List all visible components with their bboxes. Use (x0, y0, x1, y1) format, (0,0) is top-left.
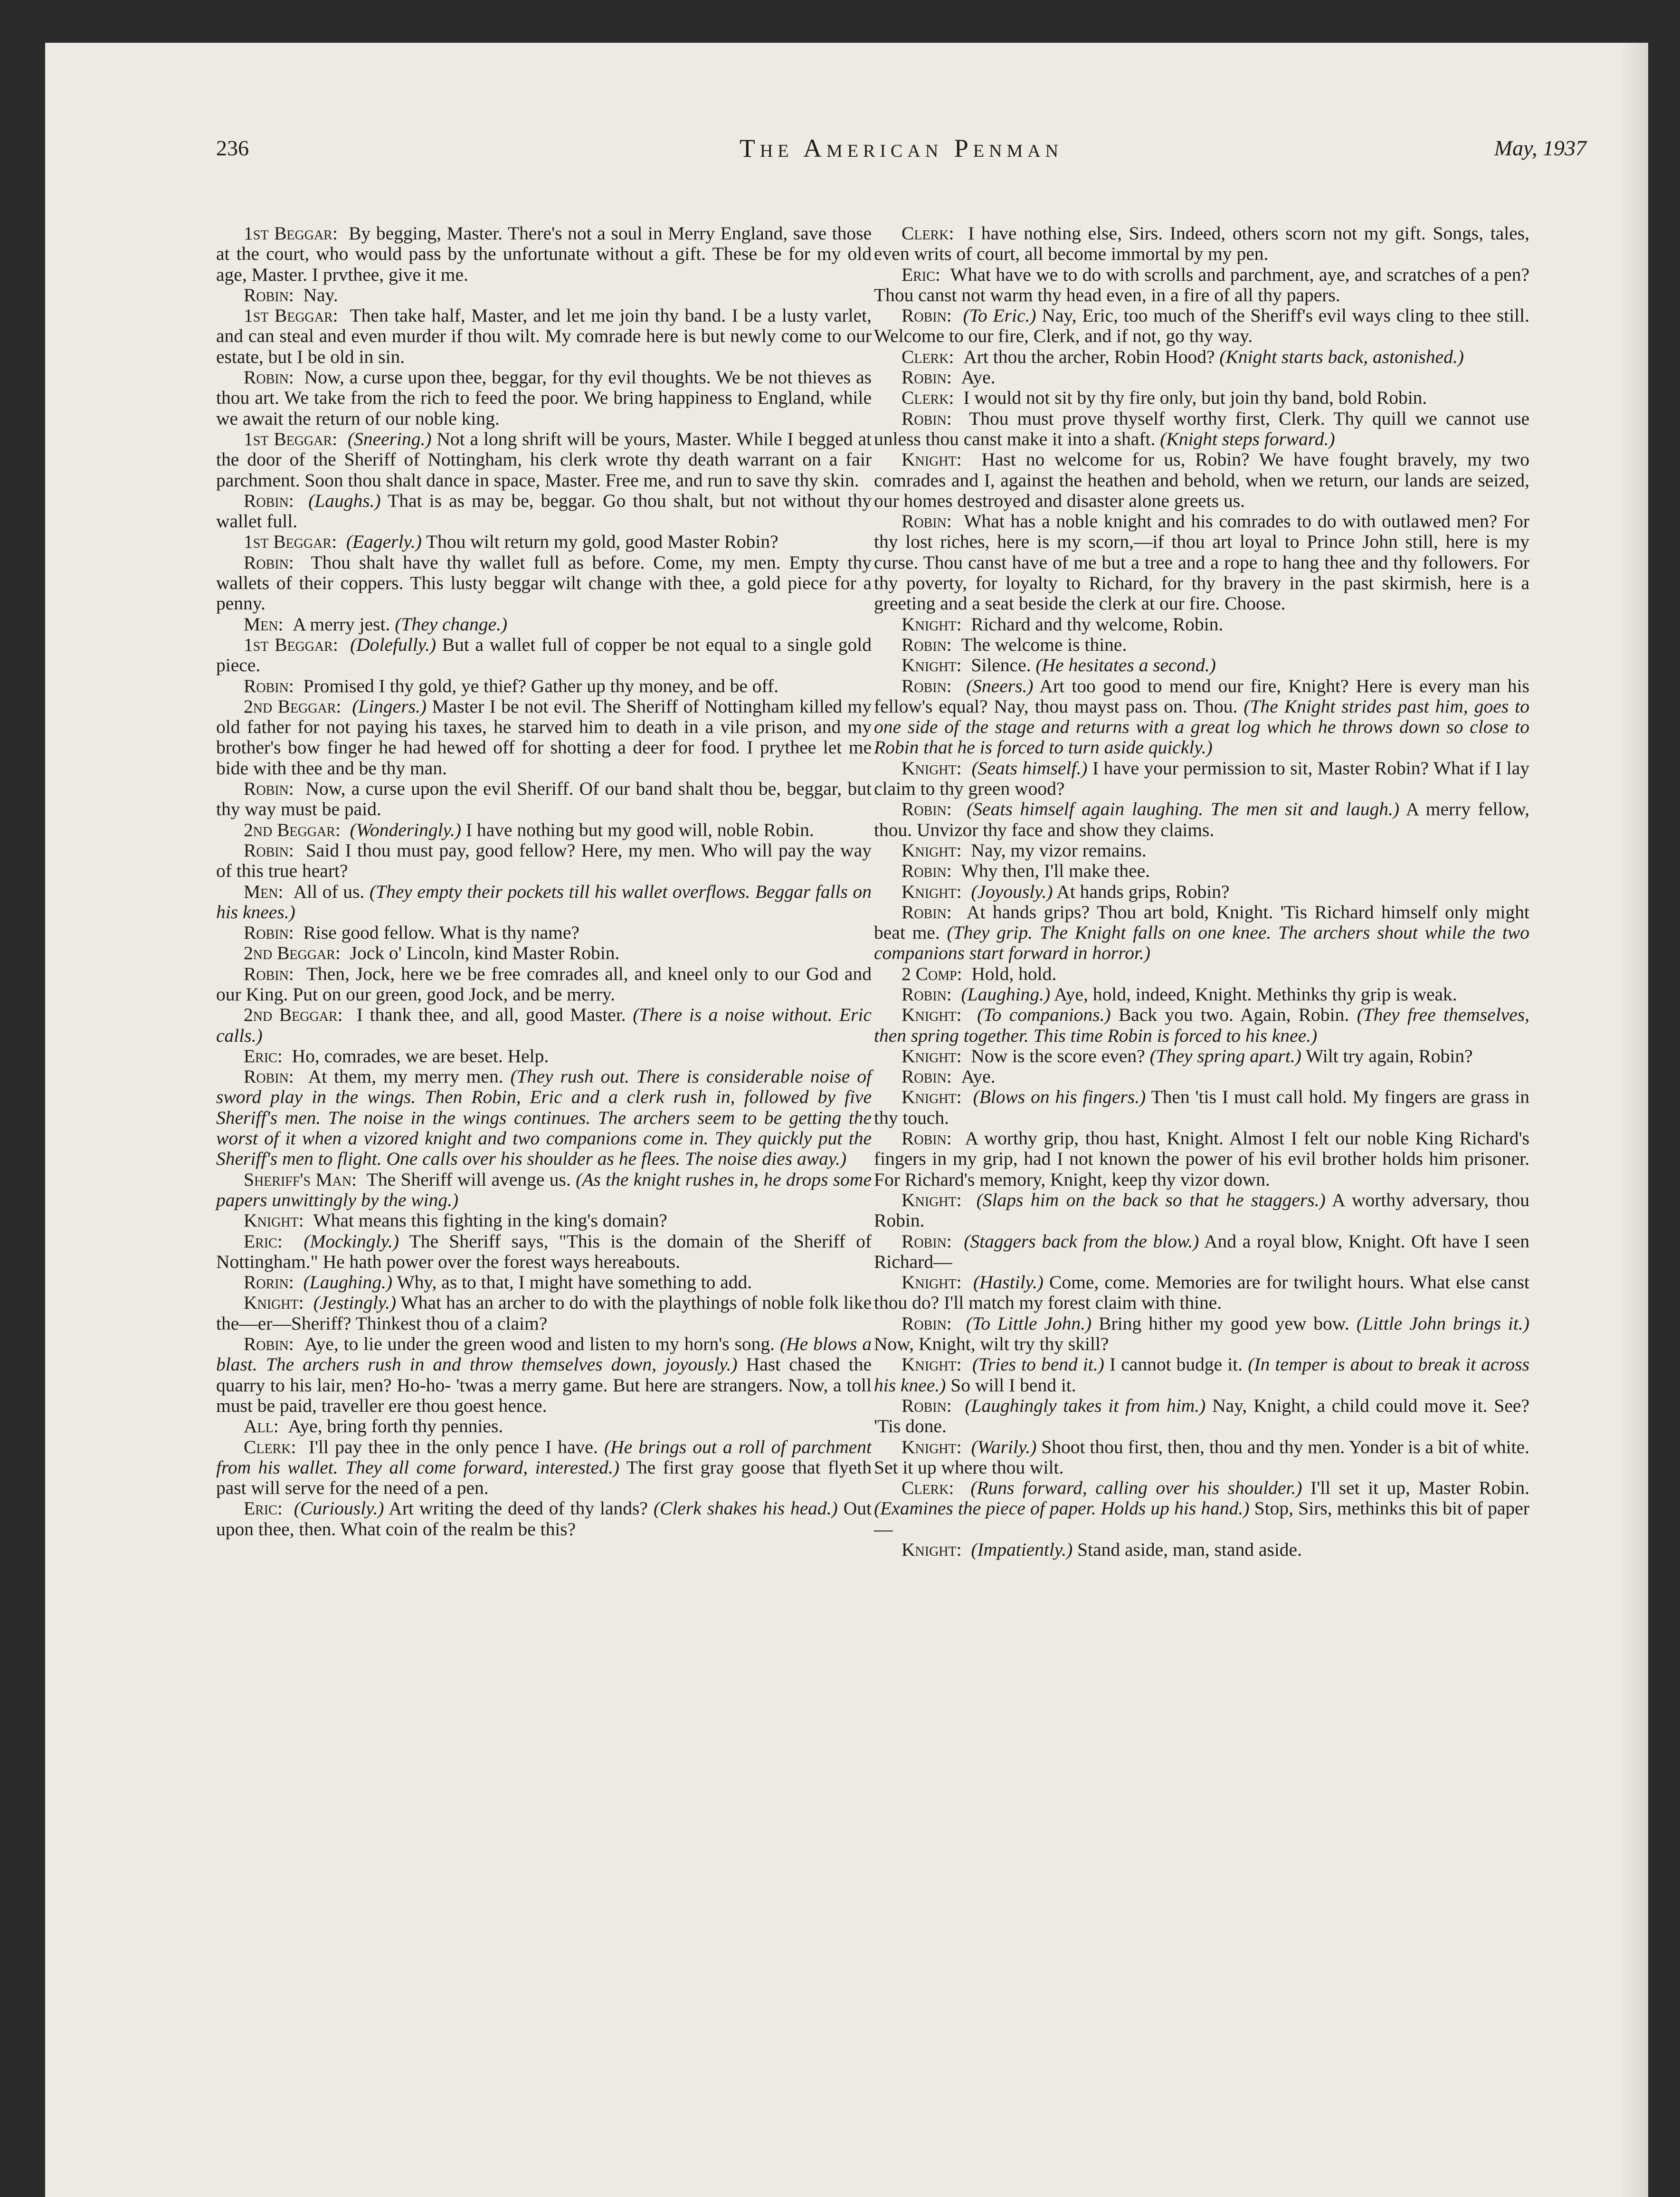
stage-direction: (Wonderingly.) (350, 819, 462, 840)
dialogue-text: What has an archer to do with the playthings of noble folk like the—er—Sheriff? Thinkest thou of a claim? (216, 1292, 872, 1334)
speaker-name: Knight (902, 839, 957, 861)
speaker-name: Eric (244, 1230, 277, 1252)
dialogue-line: Eric: (Curiously.) Art writing the deed of thy lands? (Clerk shakes his head.) Out upon thee, then. What coin of the realm be this? (216, 1498, 872, 1540)
stage-direction: (Staggers back from the blow.) (964, 1230, 1199, 1252)
dialogue-text: I would not sit by thy fire only, but join thy band, bold Robin. (963, 387, 1427, 409)
stage-direction: (Laughing.) (961, 983, 1051, 1005)
dialogue-text: Rise good fellow. What is thy name? (303, 922, 579, 943)
stage-direction: (They rush out. There is considerable noise of sword play in the wings. Then Robin, Eric and a clerk rush in, followed by five Sheriff's men. The noise in the wings continues. The archers seem to be getting the worst of it when a vizored knight and two companions come in. They quickly put the Sheriff's men to flight. One calls over his shoulder as he flees. The noise dies away.) (216, 1066, 872, 1170)
dialogue-line: 1st Beggar: (Sneering.) Not a long shrift will be yours, Master. While I begged at the door of the Sheriff of Nottingham, his clerk wrote thy death warrant on a fair parchment. Soon thou shalt dance in space, Master. Free me, and run to save thy skin. (216, 428, 872, 491)
speaker-name: Men (244, 613, 278, 635)
dialogue-line: Knight: Now is the score even? (They spring apart.) Wilt try again, Robin? (902, 1045, 1473, 1066)
dialogue-line: 2nd Beggar: Jock o' Lincoln, kind Master Robin. (244, 942, 620, 964)
speaker-name: Knight (902, 1189, 957, 1210)
speaker-name: All (244, 1416, 274, 1437)
dialogue-text: I'll set it up, Master Robin. (1310, 1477, 1529, 1499)
speaker-name: Robin (902, 1066, 947, 1087)
speaker-name: Robin (902, 634, 947, 655)
stage-direction: (Examines the piece of paper. Holds up his hand.) (874, 1498, 1250, 1519)
dialogue-text: Jock o' Lincoln, kind Master Robin. (350, 942, 620, 964)
dialogue-line: Robin: (Laughingly takes it from him.) Nay, Knight, a child could move it. See? 'Tis done. (874, 1395, 1529, 1437)
dialogue-text: Master I be not evil. The Sheriff of Nottingham killed my old father for not paying his taxes, he starved him to death in a vile prison, and my brother's bow finger he had hewed off for shotting a deer for food. I prythee let me bide with thee and be thy man. (216, 695, 872, 779)
speaker-name: Eric (902, 264, 935, 285)
dialogue-text: Aye, bring forth thy pennies. (288, 1416, 503, 1437)
stage-direction: (Knight steps forward.) (1160, 428, 1335, 449)
speaker-name: 1st Beggar (244, 531, 332, 552)
dialogue-text: What means this fighting in the king's domain? (313, 1210, 667, 1231)
dialogue-text: Bring hither my good yew bow. (1099, 1312, 1349, 1334)
speaker-name: 2nd Beggar (244, 1004, 338, 1026)
speaker-name: Robin (902, 408, 947, 429)
speaker-name: 2nd Beggar (244, 942, 335, 964)
dialogue-line: 2 Comp: Hold, hold. (902, 963, 1057, 984)
stage-direction: (Knight starts back, astonished.) (1219, 346, 1464, 367)
dialogue-text: Nay, Knight, a child could move it. See? 'Tis done. (874, 1395, 1529, 1437)
stage-direction: (Sneers.) (966, 675, 1034, 696)
dialogue-text: All of us. (293, 881, 365, 902)
issue-date: May, 1937 (1494, 136, 1586, 160)
stage-direction: (Clerk shakes his head.) (653, 1498, 838, 1519)
dialogue-line: 2nd Beggar: (Wonderingly.) I have nothing but my good will, noble Robin. (244, 819, 814, 840)
dialogue-line: Robin: (Staggers back from the blow.) And a royal blow, Knight. Oft have I seen Richard— (874, 1230, 1529, 1272)
dialogue-text: By begging, Master. There's not a soul in Merry England, save those at the court, who would pass by the unfortunate without a gift. These be for my old age, Master. I prvthee, give it me. (216, 223, 872, 285)
speaker-name: 2 Comp (902, 963, 957, 984)
dialogue-text: I cannot budge it. (1110, 1354, 1243, 1375)
dialogue-line: Knight: (Blows on his fingers.) Then 'tis I must call hold. My fingers are grass in thy touch. (874, 1086, 1529, 1128)
dialogue-line: Knight: Hast no welcome for us, Robin? We have fought bravely, my two comrades and I, against the heathen and behold, when we return, our lands are seized, our homes destroyed and disaster alone greets us. (874, 449, 1529, 511)
stage-direction: (There is a noise without. Eric calls.) (216, 1004, 872, 1046)
dialogue-text: Then 'tis I must call hold. My fingers are grass in thy touch. (874, 1086, 1529, 1128)
dialogue-text: The welcome is thine. (961, 634, 1127, 655)
stage-direction: (Slaps him on the back so that he staggers.) (976, 1189, 1326, 1210)
speaker-name: Robin (902, 1312, 947, 1334)
dialogue-line: Robin: Rise good fellow. What is thy name? (244, 922, 579, 943)
dialogue-text: Said I thou must pay, good fellow? Here, my men. Who will pay the way of this true heart? (216, 839, 872, 882)
stage-direction: (As the knight rushes in, he drops some papers unwittingly by the wing.) (216, 1169, 872, 1210)
speaker-name: Robin (902, 675, 947, 696)
dialogue-text: Not a long shrift will be yours, Master. While I begged at the door of the Sheriff of Nottingham, his clerk wrote thy death warrant on a fair parchment. Soon thou shalt dance in space, Master. Free me, and run to save thy skin. (216, 428, 872, 491)
stage-direction: (The Knight strides past him, goes to one side of the stage and returns with a great log which he throws down so close to Robin that he is forced to turn aside quickly.) (874, 695, 1530, 758)
dialogue-text: Nay, Eric, too much of the Sheriff's evil ways cling to thee still. Welcome to our fire, Clerk, and if not, go thy way. (874, 305, 1529, 347)
dialogue-line: Knight: (Impatiently.) Stand aside, man, stand aside. (902, 1539, 1302, 1560)
speaker-name: Knight (902, 1004, 957, 1026)
stage-direction: (They change.) (395, 613, 508, 635)
stage-direction: (They spring apart.) (1149, 1045, 1301, 1066)
speaker-name: Robin (244, 963, 289, 984)
dialogue-line: Sheriff's Man: The Sheriff will avenge us. (As the knight rushes in, he drops some papers unwittingly by the wing.) (216, 1169, 872, 1210)
dialogue-text: The Sheriff will avenge us. (366, 1169, 571, 1190)
dialogue-text: Silence. (971, 655, 1031, 676)
dialogue-text: So will I bend it. (950, 1374, 1076, 1396)
dialogue-line: 1st Beggar: By begging, Master. There's not a soul in Merry England, save those at the court, who would pass by the unfortunate without a gift. These be for my old age, Master. I prvthee, give it me. (216, 223, 872, 285)
running-title: The American Penman (739, 134, 1063, 162)
page-number: 236 (216, 136, 249, 160)
speaker-name: 1st Beggar (244, 428, 332, 449)
stage-direction: (He hesitates a second.) (1035, 655, 1216, 676)
speaker-name: Clerk (902, 346, 949, 367)
stage-direction: (They grip. The Knight falls on one knee. The archers shout while the two companions start forward in horror.) (874, 922, 1530, 964)
dialogue-line: Knight: Silence. (He hesitates a second.) (902, 655, 1216, 676)
speaker-name: Knight (902, 757, 957, 779)
speaker-name: 1st Beggar (244, 305, 333, 326)
stage-direction: (Lingers.) (352, 695, 427, 717)
dialogue-text: Now, a curse upon the evil Sheriff. Of our band shalt thou be, beggar, but thy way must be paid. (216, 778, 872, 820)
stage-direction: (Dolefully.) (350, 634, 437, 655)
speaker-name: Knight (902, 1354, 957, 1375)
dialogue-line: 1st Beggar: Then take half, Master, and let me join thy band. I be a lusty varlet, and can steal and even murder if thou wilt. My comrade here is but newly come to our estate, but I be old in sin. (216, 305, 872, 367)
dialogue-line: Eric: What have we to do with scrolls and parchment, aye, and scratches of a pen? Thou canst not warm thy head even, in a fire of all thy papers. (874, 264, 1529, 305)
dialogue-line: Men: A merry jest. (They change.) (244, 613, 508, 635)
speaker-name: Knight (902, 881, 957, 902)
dialogue-line: 2nd Beggar: I thank thee, and all, good Master. (There is a noise without. Eric calls.) (216, 1004, 872, 1046)
speaker-name: Robin (902, 367, 947, 388)
dialogue-text: A merry jest. (293, 613, 390, 635)
speaker-name: Robin (902, 901, 947, 923)
dialogue-text: But a wallet full of copper be not equal to a single gold piece. (216, 634, 872, 676)
stage-direction: (Warily.) (971, 1436, 1037, 1457)
dialogue-text: I have your permission to sit, Master Robin? What if I lay claim to thy green wood? (874, 757, 1530, 799)
dialogue-text: I have nothing else, Sirs. Indeed, others scorn not my gift. Songs, tales, even writs of court, all become immortal by my pen. (874, 223, 1529, 265)
stage-direction: (He brings out a roll of parchment from his wallet. They all come forward, interested.) (216, 1436, 872, 1478)
dialogue-text: Then, Jock, here we be free comrades all, and kneel only to our God and our King. Put on our green, good Jock, and be merry. (216, 963, 872, 1005)
dialogue-line: Robin: Thou must prove thyself worthy first, Clerk. Thy quill we cannot use unless thou canst make it into a shaft. (Knight steps forward.) (874, 408, 1529, 449)
speaker-name: Eric (244, 1498, 277, 1519)
dialogue-text: Nay, my vizor remains. (971, 839, 1147, 861)
speaker-name: 1st Beggar (244, 223, 332, 244)
dialogue-text: A worthy adversary, thou Robin. (874, 1189, 1529, 1231)
speaker-name: Rorin (244, 1272, 289, 1293)
speaker-name: Knight (902, 449, 957, 470)
dialogue-line: Robin: What has a noble knight and his comrades to do with outlawed men? For thy lost riches, here is my scorn,—if thou art loyal to Prince John still, here is my curse. Thou canst have of me but a tree and a rope to hang thee and thy followers. For thy poverty, for loyalty to Richard, for thy bravery in the past skirmish, here is a greeting and a seat beside the clerk at our fire. Choose. (874, 511, 1529, 614)
stage-direction: (Laughs.) (308, 490, 381, 511)
dialogue-text: What has a noble knight and his comrades to do with outlawed men? For thy lost riches, here is my scorn,—if thou art loyal to Prince John still, here is my curse. Thou canst have of me but a tree and a rope to hang thee and thy followers. For thy poverty, for loyalty to Richard, for thy bravery in the past skirmish, here is a greeting and a seat beside the clerk at our fire. Choose. (874, 511, 1529, 614)
stage-direction: (Seats himself.) (971, 757, 1088, 779)
dialogue-line: Robin: (Laughing.) Aye, hold, indeed, Knight. Methinks thy grip is weak. (902, 983, 1457, 1005)
speaker-name: Robin (244, 1333, 289, 1355)
speaker-name: Robin (244, 922, 289, 943)
dialogue-line: Knight: (Joyously.) At hands grips, Robin? (902, 881, 1230, 902)
dialogue-text: Aye, hold, indeed, Knight. Methinks thy grip is weak. (1054, 983, 1457, 1005)
stage-direction: (Joyously.) (971, 881, 1053, 902)
speaker-name: 2nd Beggar (244, 695, 336, 717)
dialogue-text: Thou wilt return my gold, good Master Robin? (426, 531, 778, 552)
stage-direction: (Laughingly takes it from him.) (965, 1395, 1206, 1416)
speaker-name: Men (244, 881, 278, 902)
dialogue-line: Knight: What means this fighting in the king's domain? (244, 1210, 667, 1231)
speaker-name: Robin (244, 839, 289, 861)
stage-direction: (Laughing.) (303, 1272, 393, 1293)
dialogue-line: Clerk: (Runs forward, calling over his shoulder.) I'll set it up, Master Robin. (Examines the piece of paper. Holds up his hand.) Stop, Sirs, methinks this bit of paper— (874, 1477, 1529, 1540)
dialogue-text: Why, as to that, I might have something to add. (397, 1272, 752, 1293)
speaker-name: Knight (902, 1539, 957, 1560)
running-header (216, 135, 1586, 164)
dialogue-line: Knight: (Tries to bend it.) I cannot budge it. (In temper is about to break it across his knee.) So will I bend it. (874, 1354, 1529, 1396)
dialogue-line: Robin: Said I thou must pay, good fellow? Here, my men. Who will pay the way of this true heart? (216, 839, 872, 882)
stage-direction: (Little John brings it.) (1356, 1312, 1529, 1334)
dialogue-text: At them, my merry men. (308, 1066, 503, 1087)
dialogue-line: Knight: (Slaps him on the back so that he staggers.) A worthy adversary, thou Robin. (874, 1189, 1529, 1231)
stage-direction: (Blows on his fingers.) (973, 1086, 1146, 1108)
speaker-name: Knight (902, 655, 957, 676)
dialogue-text: Aye. (961, 367, 996, 388)
stage-direction: (To Little John.) (966, 1312, 1092, 1334)
stage-direction: (In temper is about to break it across his knee.) (874, 1354, 1529, 1396)
speaker-name: Knight (244, 1292, 299, 1313)
dialogue-text: Out upon thee, then. What coin of the realm be this? (216, 1498, 872, 1540)
dialogue-text: Now is the score even? (971, 1045, 1145, 1066)
speaker-name: Robin (902, 799, 947, 820)
dialogue-line: Knight: (To companions.) Back you two. Again, Robin. (They free themselves, then spring together. This time Robin is forced to his knee.) (874, 1004, 1530, 1046)
dialogue-line: Robin: The welcome is thine. (902, 634, 1127, 655)
dialogue-text: At hands grips, Robin? (1056, 881, 1230, 902)
dialogue-text: A merry fellow, thou. Unvizor thy face and show they claims. (874, 799, 1529, 840)
speaker-name: Robin (244, 778, 289, 799)
dialogue-line: 1st Beggar: (Dolefully.) But a wallet full of copper be not equal to a single gold piece. (216, 634, 872, 676)
stage-direction: (To companions.) (977, 1004, 1111, 1026)
dialogue-line: Robin: Aye, to lie under the green wood and listen to my horn's song. (He blows a blast. The archers rush in and throw themselves down, joyously.) Hast chased the quarry to his lair, men? Ho-ho- 'twas a merry game. But here are strangers. Now, a toll must be paid, traveller ere thou goest hence. (216, 1333, 872, 1416)
stage-direction: (Tries to bend it.) (972, 1354, 1104, 1375)
dialogue-text: I'll pay thee in the only pence I have. (308, 1436, 598, 1457)
dialogue-line: Robin: Promised I thy gold, ye thief? Gather up thy money, and be off. (244, 675, 778, 696)
dialogue-text: Hold, hold. (971, 963, 1057, 984)
dialogue-line: Knight: (Hastily.) Come, come. Memories are for twilight hours. What else canst thou do? I'll match my forest claim with thine. (874, 1272, 1529, 1313)
stage-direction: (Impatiently.) (971, 1539, 1073, 1560)
dialogue-text: Art too good to mend our fire, Knight? Here is every man his fellow's equal? Nay, thou mayst pass on. Thou. (874, 675, 1529, 717)
dialogue-text: I have nothing but my good will, noble Robin. (465, 819, 814, 840)
left-text-column (216, 223, 872, 1540)
dialogue-text: Hast no welcome for us, Robin? We have fought bravely, my two comrades and I, against the heathen and behold, when we return, our lands are seized, our homes destroyed and disaster alone greets us. (874, 449, 1529, 511)
dialogue-line: 1st Beggar: (Eagerly.) Thou wilt return my gold, good Master Robin? (244, 531, 778, 552)
dialogue-text: Thou must prove thyself worthy first, Clerk. Thy quill we cannot use unless thou canst make it into a shaft. (874, 408, 1529, 449)
speaker-name: Robin (902, 305, 947, 326)
speaker-name: Knight (902, 613, 957, 635)
dialogue-text: I thank thee, and all, good Master. (356, 1004, 626, 1026)
dialogue-line: Robin: (Seats himself again laughing. The men sit and laugh.) A merry fellow, thou. Unvizor thy face and show they claims. (874, 799, 1529, 840)
dialogue-text: Hast chased the quarry to his lair, men? Ho-ho- 'twas a merry game. But here are strangers. Now, a toll must be paid, traveller ere thou goest hence. (216, 1354, 872, 1416)
dialogue-text: A worthy grip, thou hast, Knight. Almost I felt our noble King Richard's fingers in my grip, had I not known the power of his evil brother holds him prisoner. For Richard's memory, Knight, keep thy vizor down. (874, 1128, 1529, 1190)
dialogue-line: Eric: (Mockingly.) The Sheriff says, "This is the domain of the Sheriff of Nottingham." He hath power over the forest ways hereabouts. (216, 1230, 872, 1272)
dialogue-line: Rorin: (Laughing.) Why, as to that, I might have something to add. (244, 1272, 752, 1293)
dialogue-text: Come, come. Memories are for twilight hours. What else canst thou do? I'll match my forest claim with thine. (874, 1272, 1529, 1313)
dialogue-line: Robin: Aye. (902, 367, 996, 388)
speaker-name: Clerk (902, 1477, 949, 1499)
speaker-name: Sheriff's Man (244, 1169, 352, 1190)
stage-direction: (Hastily.) (973, 1272, 1044, 1293)
dialogue-line: Knight: Nay, my vizor remains. (902, 839, 1147, 861)
dialogue-text: And a royal blow, Knight. Oft have I seen Richard— (874, 1230, 1529, 1272)
speaker-name: Robin (902, 1395, 947, 1416)
dialogue-line: Knight: (Warily.) Shoot thou first, then, thou and thy men. Yonder is a bit of white. Set it up where thou wilt. (874, 1436, 1529, 1478)
stage-direction: (Mockingly.) (304, 1230, 399, 1252)
dialogue-line: Knight: (Jestingly.) What has an archer to do with the playthings of noble folk like the—er—Sheriff? Thinkest thou of a claim? (216, 1292, 872, 1334)
speaker-name: Robin (244, 490, 289, 511)
speaker-name: 1st Beggar (244, 634, 333, 655)
dialogue-line: Clerk: Art thou the archer, Robin Hood? (Knight starts back, astonished.) (902, 346, 1464, 367)
right-text-column (874, 223, 1529, 1560)
stage-direction: (Seats himself again laughing. The men sit and laugh.) (967, 799, 1400, 820)
dialogue-line: Clerk: I have nothing else, Sirs. Indeed, others scorn not my gift. Songs, tales, even writs of court, all become immortal by my pen. (874, 223, 1529, 265)
dialogue-line: Robin: Now, a curse upon the evil Sheriff. Of our band shalt thou be, beggar, but thy way must be paid. (216, 778, 872, 820)
dialogue-line: All: Aye, bring forth thy pennies. (244, 1416, 503, 1437)
speaker-name: Robin (244, 552, 289, 573)
dialogue-text: The first gray goose that flyeth past will serve for the need of a pen. (216, 1456, 872, 1499)
dialogue-text: Stop, Sirs, methinks this bit of paper— (874, 1498, 1529, 1540)
dialogue-text: At hands grips? Thou art bold, Knight. 'Tis Richard himself only might beat me. (874, 901, 1529, 943)
speaker-name: Clerk (902, 223, 949, 244)
dialogue-text: Now, a curse upon thee, beggar, for thy evil thoughts. We be not thieves as thou art. We take from the rich to feed the poor. We bring happiness to England, while we await the return of our noble king. (216, 367, 872, 429)
dialogue-text: Art thou the archer, Robin Hood? (963, 346, 1215, 367)
stage-direction: (Runs forward, calling over his shoulder.) (970, 1477, 1302, 1499)
speaker-name: Robin (902, 1230, 947, 1252)
dialogue-text: The Sheriff says, "This is the domain of the Sheriff of Nottingham." He hath power over the forest ways hereabouts. (216, 1230, 872, 1272)
speaker-name: Clerk (902, 387, 949, 409)
dialogue-text: Why then, I'll make thee. (961, 860, 1150, 882)
dialogue-line: Robin: At hands grips? Thou art bold, Knight. 'Tis Richard himself only might beat me. (They grip. The Knight falls on one knee. The archers shout while the two companions start forward in horror.) (874, 901, 1530, 964)
page-edge-shadow (1620, 43, 1648, 2197)
speaker-name: Robin (902, 983, 947, 1005)
dialogue-text: That is as may be, beggar. Go thou shalt, but not without thy wallet full. (216, 490, 872, 532)
dialogue-line: Clerk: I'll pay thee in the only pence I have. (He brings out a roll of parchment from his wallet. They all come forward, interested.) The first gray goose that flyeth past will serve for the need of a pen. (216, 1436, 872, 1499)
speaker-name: Robin (902, 1128, 947, 1149)
dialogue-line: Robin: Aye. (902, 1066, 996, 1087)
dialogue-text: Thou shalt have thy wallet full as before. Come, my men. Empty thy wallets of their coppers. This lusty beggar wilt change with thee, a gold piece for a penny. (216, 552, 872, 614)
stage-direction: (They empty their pockets till his wallet overflows. Beggar falls on his knees.) (216, 881, 872, 923)
speaker-name: Eric (244, 1045, 277, 1066)
dialogue-line: Robin: (To Little John.) Bring hither my good yew bow. (Little John brings it.) Now, Knight, wilt try thy skill? (874, 1312, 1529, 1355)
speaker-name: Knight (902, 1436, 957, 1457)
stage-direction: (Curiously.) (294, 1498, 384, 1519)
dialogue-line: Men: All of us. (They empty their pockets till his wallet overflows. Beggar falls on his knees.) (216, 881, 872, 923)
stage-direction: (To Eric.) (963, 305, 1036, 326)
speaker-name: Clerk (244, 1436, 291, 1457)
dialogue-text: Back you two. Again, Robin. (1118, 1004, 1349, 1026)
dialogue-line: Robin: (Sneers.) Art too good to mend our fire, Knight? Here is every man his fellow's equal? Nay, thou mayst pass on. Thou. (The Knight strides past him, goes to one side of the stage and returns with a great log which he throws down so close to Robin that he is forced to turn aside quickly.) (874, 675, 1530, 758)
speaker-name: Knight (902, 1086, 957, 1108)
speaker-name: Knight (244, 1210, 299, 1231)
dialogue-line: Robin: Now, a curse upon thee, beggar, for thy evil thoughts. We be not thieves as thou art. We take from the rich to feed the poor. We bring happiness to England, while we await the return of our noble king. (216, 367, 872, 429)
dialogue-text: Then take half, Master, and let me join thy band. I be a lusty varlet, and can steal and even murder if thou wilt. My comrade here is but newly come to our estate, but I be old in sin. (216, 305, 872, 367)
stage-direction: (He blows a blast. The archers rush in and throw themselves down, joyously.) (216, 1333, 872, 1375)
dialogue-text: Ho, comrades, we are beset. Help. (292, 1045, 549, 1066)
stage-direction: (They free themselves, then spring together. This time Robin is forced to his knee.) (874, 1004, 1530, 1046)
dialogue-text: Aye. (961, 1066, 996, 1087)
dialogue-text: Nay. (303, 284, 338, 305)
dialogue-line: 2nd Beggar: (Lingers.) Master I be not evil. The Sheriff of Nottingham killed my old father for not paying his taxes, he starved him to death in a vile prison, and my brother's bow finger he had hewed off for shotting a deer for food. I prythee let me bide with thee and be thy man. (216, 695, 872, 779)
dialogue-line: Clerk: I would not sit by thy fire only, but join thy band, bold Robin. (902, 387, 1427, 409)
dialogue-text: Promised I thy gold, ye thief? Gather up thy money, and be off. (303, 675, 778, 696)
dialogue-text: Aye, to lie under the green wood and listen to my horn's song. (304, 1333, 775, 1355)
dialogue-text: Art writing the deed of thy lands? (389, 1498, 648, 1519)
speaker-name: Robin (244, 367, 289, 388)
dialogue-line: Robin: Thou shalt have thy wallet full as before. Come, my men. Empty thy wallets of their coppers. This lusty beggar wilt change with thee, a gold piece for a penny. (216, 552, 872, 614)
dialogue-line: Robin: Why then, I'll make thee. (902, 860, 1150, 882)
dialogue-line: Robin: (Laughs.) That is as may be, beggar. Go thou shalt, but not without thy wallet full. (216, 490, 872, 532)
speaker-name: Knight (902, 1272, 957, 1293)
magazine-page (45, 43, 1648, 2197)
dialogue-line: Robin: A worthy grip, thou hast, Knight. Almost I felt our noble King Richard's fingers in my grip, had I not known the power of his evil brother holds him prisoner. For Richard's memory, Knight, keep thy vizor down. (874, 1128, 1529, 1190)
stage-direction: (Sneering.) (347, 428, 432, 449)
dialogue-line: Robin: (To Eric.) Nay, Eric, too much of the Sheriff's evil ways cling to thee still. Welcome to our fire, Clerk, and if not, go thy way. (874, 305, 1529, 347)
dialogue-text: Stand aside, man, stand aside. (1077, 1539, 1302, 1560)
dialogue-line: Robin: Nay. (244, 284, 338, 305)
speaker-name: Robin (244, 675, 289, 696)
dialogue-text: Shoot thou first, then, thou and thy men. Yonder is a bit of white. Set it up where thou wilt. (874, 1436, 1529, 1478)
stage-direction: (Eagerly.) (346, 531, 422, 552)
dialogue-line: Eric: Ho, comrades, we are beset. Help. (244, 1045, 549, 1066)
dialogue-text: Wilt try again, Robin? (1306, 1045, 1473, 1066)
stage-direction: (Jestingly.) (313, 1292, 397, 1313)
dialogue-line: Robin: At them, my merry men. (They rush out. There is considerable noise of sword play in the wings. Then Robin, Eric and a clerk rush in, followed by five Sheriff's men. The noise in the wings continues. The archers seem to be getting the worst of it when a vizored knight and two companions come in. They quickly put the Sheriff's men to flight. One calls over his shoulder as he flees. The noise dies away.) (216, 1066, 872, 1170)
dialogue-text: What have we to do with scrolls and parchment, aye, and scratches of a pen? Thou canst not warm thy head even, in a fire of all thy papers. (874, 264, 1529, 305)
speaker-name: Robin (902, 860, 947, 882)
speaker-name: Robin (244, 284, 289, 305)
speaker-name: Knight (902, 1045, 957, 1066)
speaker-name: Robin (902, 511, 947, 532)
dialogue-text: Now, Knight, wilt try thy skill? (874, 1333, 1109, 1355)
dialogue-line: Knight: Richard and thy welcome, Robin. (902, 613, 1224, 635)
dialogue-line: Robin: Then, Jock, here we be free comrades all, and kneel only to our God and our King. Put on our green, good Jock, and be merry. (216, 963, 872, 1005)
dialogue-text: Richard and thy welcome, Robin. (971, 613, 1224, 635)
speaker-name: 2nd Beggar (244, 819, 335, 840)
dialogue-line: Knight: (Seats himself.) I have your permission to sit, Master Robin? What if I lay claim to thy green wood? (874, 757, 1530, 799)
speaker-name: Robin (244, 1066, 289, 1087)
